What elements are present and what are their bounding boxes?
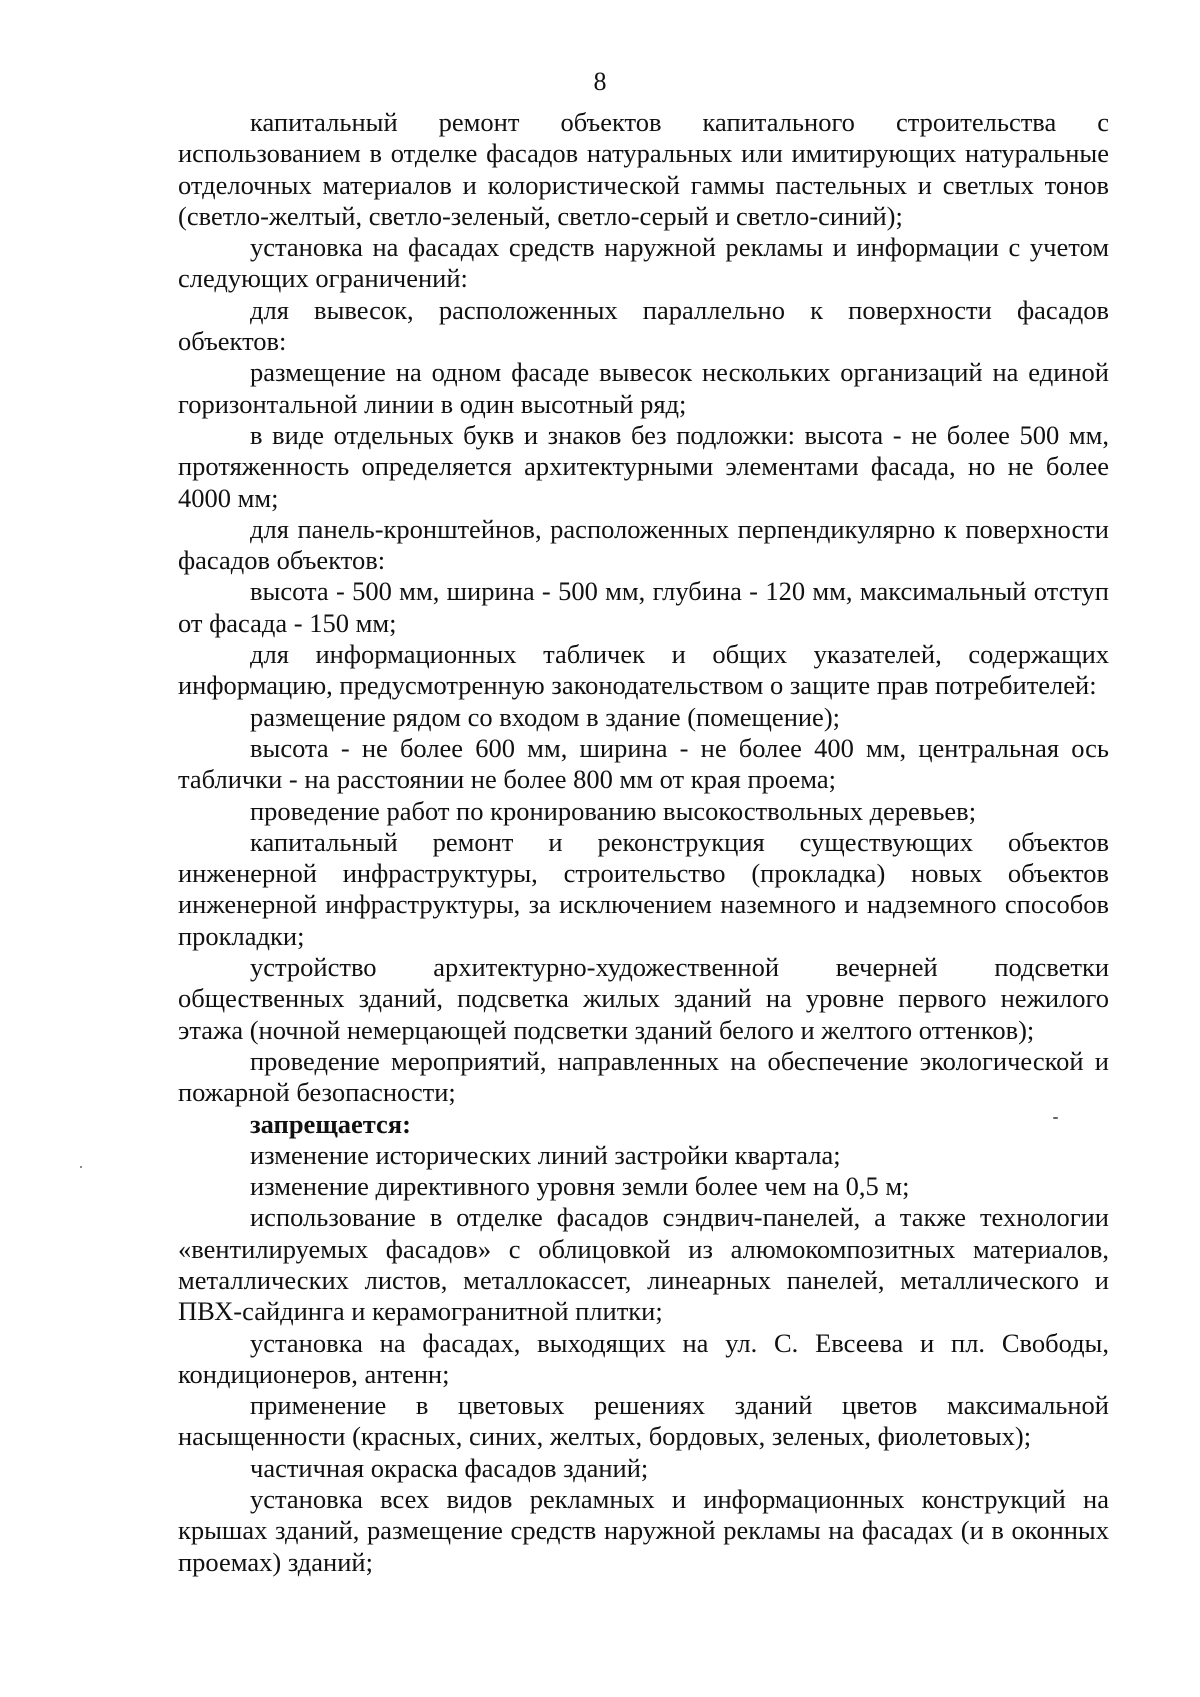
paragraph: установка всех видов рекламных и информационных конструкций на крышах зданий, размещение средств наружной рекламы на фасадах (и в оконных проемах) зданий; — [178, 1484, 1109, 1577]
paragraph: проведение мероприятий, направленных на обеспечение экологической и пожарной безопасности; — [178, 1045, 1109, 1108]
paragraph: изменение директивного уровня земли более чем на 0,5 м; — [250, 1171, 910, 1202]
paragraph: капитальный ремонт объектов капитального строительства с использованием в отделке фасадов натуральных или имитирующих натуральные отделочных материалов и колористической гаммы пастельных и светлых тонов (светло-желтый, светло-зеленый, светло-серый и светло-синий); — [178, 107, 1109, 231]
section-heading-prohibited: запрещается: — [250, 1108, 411, 1139]
document-body — [178, 107, 1109, 1578]
paragraph: для панель-кронштейнов, расположенных перпендикулярно к поверхности фасадов объектов: — [178, 513, 1109, 576]
paragraph: проведение работ по кронированию высокоствольных деревьев; — [250, 795, 977, 826]
paragraph: в виде отдельных букв и знаков без подложки: высота - не более 500 мм, протяженность определяется архитектурными элементами фасада, но не более 4000 мм; — [178, 419, 1109, 513]
paragraph: установка на фасадах средств наружной рекламы и информации с учетом следующих ограничений: — [178, 232, 1109, 294]
paragraph: использование в отделке фасадов сэндвич-панелей, а также технологии «вентилируемых фасадов» с облицовкой из алюмокомпозитных материалов, металлических листов, металлокассет, линеарных панелей, металлического и ПВХ-сайдинга и керамогранитной плитки; — [178, 1202, 1109, 1327]
paragraph: для вывесок, расположенных параллельно к поверхности фасадов объектов: — [178, 294, 1109, 357]
paragraph: размещение рядом со входом в здание (помещение); — [250, 701, 841, 732]
paragraph: для информационных табличек и общих указателей, содержащих информацию, предусмотренную законодательством о защите прав потребителей: — [178, 639, 1109, 701]
paragraph: капитальный ремонт и реконструкция существующих объектов инженерной инфраструктуры, строительство (прокладка) новых объектов инженерной инфраструктуры, за исключением наземного и надземного способов прокладки; — [178, 826, 1109, 951]
paragraph: высота - 500 мм, ширина - 500 мм, глубина - 120 мм, максимальный отступ от фасада - 150 мм; — [178, 576, 1109, 638]
page-number: 8 — [593, 67, 607, 96]
paragraph: размещение на одном фасаде вывесок нескольких организаций на единой горизонтальной линии в один высотный ряд; — [178, 357, 1109, 419]
paragraph: изменение исторических линий застройки квартала; — [250, 1139, 841, 1170]
paragraph: частичная окраска фасадов зданий; — [250, 1452, 649, 1483]
paragraph: устройство архитектурно-художественной вечерней подсветки общественных зданий, подсветка жилых зданий на уровне первого нежилого этажа (ночной немерцающей подсветки зданий белого и желтого оттенков); — [178, 952, 1109, 1045]
paragraph: высота - не более 600 мм, ширина - не более 400 мм, центральная ось таблички - на расстоянии не более 800 мм от края проема; — [178, 732, 1109, 795]
paragraph: установка на фасадах, выходящих на ул. С. Евсеева и пл. Свободы, кондиционеров, антенн; — [178, 1327, 1109, 1389]
scan-speck — [1053, 1117, 1058, 1119]
scan-speck — [80, 1166, 82, 1168]
paragraph: применение в цветовых решениях зданий цветов максимальной насыщенности (красных, синих, желтых, бордовых, зеленых, фиолетовых); — [178, 1390, 1109, 1452]
